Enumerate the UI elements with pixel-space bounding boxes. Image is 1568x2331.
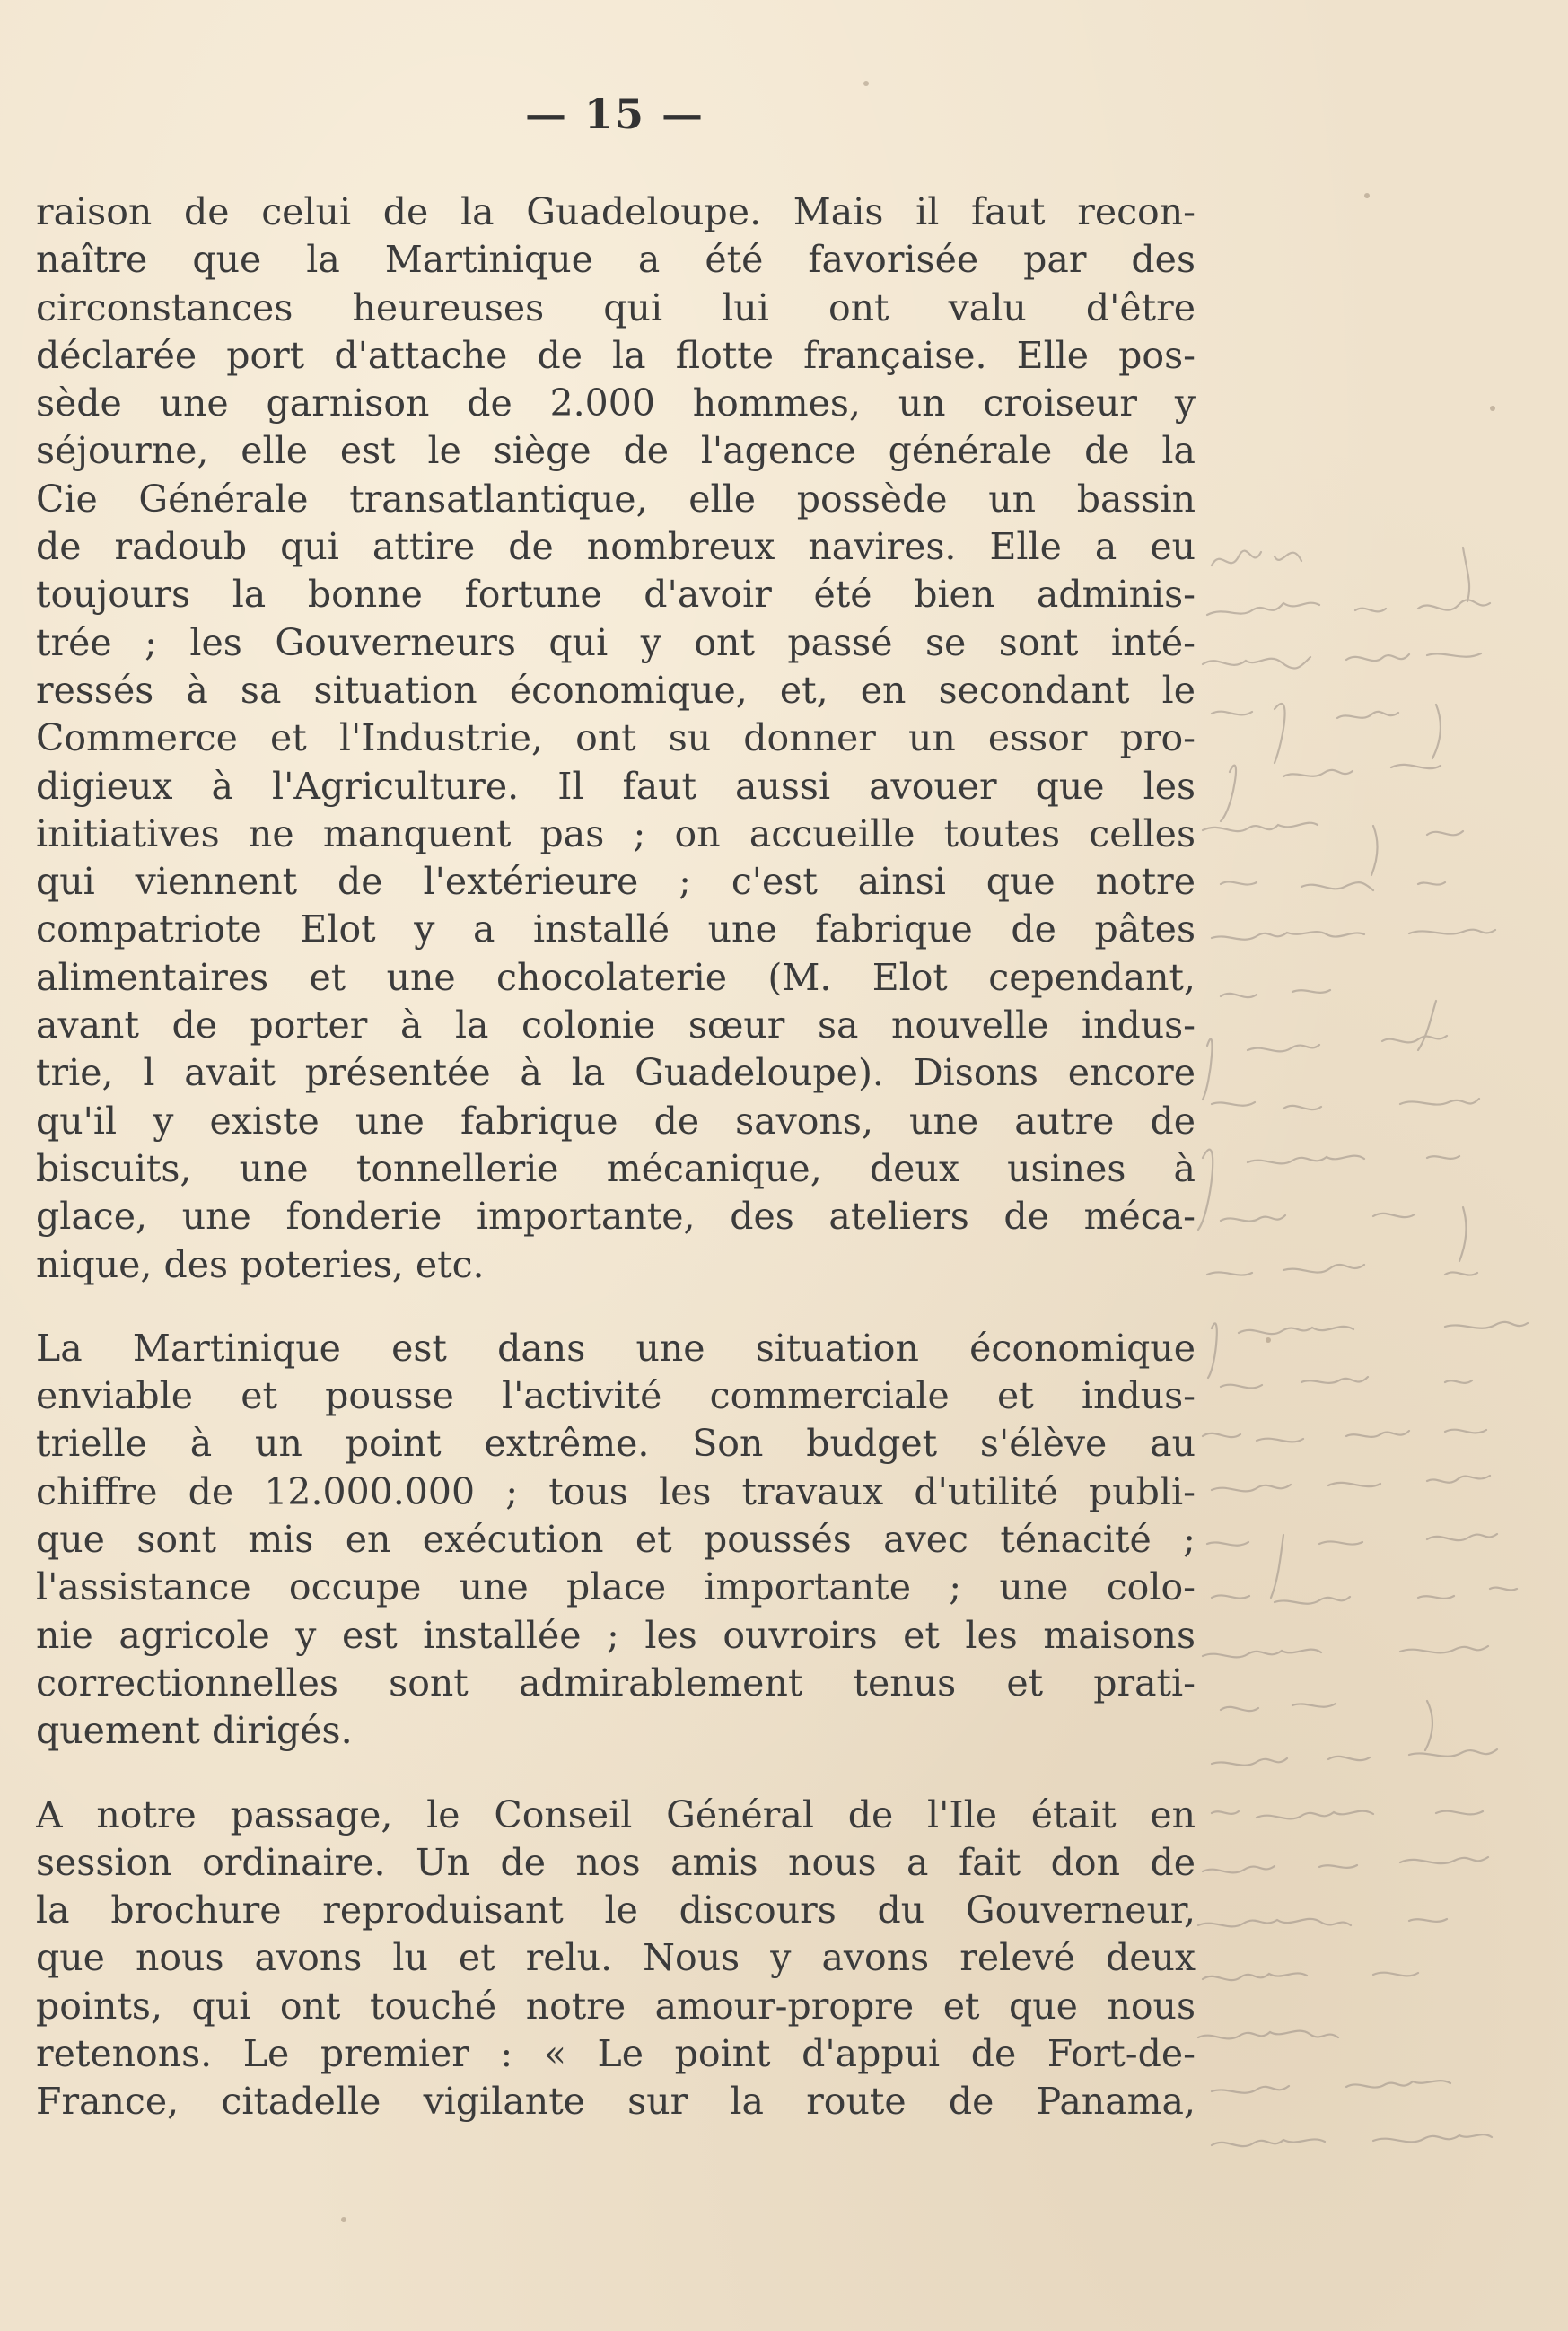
text-line: points, qui ont touché notre amour-propre et que nous [36, 1984, 1196, 2028]
text-line: ressés à sa situation économique, et, en secondant le [36, 668, 1196, 712]
text-line: alimentaires et une chocolaterie (M. Elot cependant, [36, 955, 1196, 999]
text-line: initiatives ne manquent pas ; on accueille toutes celles [36, 811, 1196, 855]
body-text [36, 188, 1196, 2162]
text-line: que sont mis en exécution et poussés avec ténacité ; [36, 1518, 1196, 1562]
text-line: glace, une fonderie importante, des ateliers de méca- [36, 1195, 1196, 1239]
text-line: digieux à l'Agriculture. Il faut aussi avouer que les [36, 764, 1196, 808]
text-line: séjourne, elle est le siège de l'agence générale de la [36, 429, 1196, 473]
text-line: toujours la bonne fortune d'avoir été bien adminis- [36, 573, 1196, 617]
text-line: retenons. Le premier : « Le point d'appui de Fort-de- [36, 2031, 1196, 2075]
text-line: qui viennent de l'extérieure ; c'est ainsi que notre [36, 860, 1196, 904]
paper-speck [1490, 406, 1495, 411]
text-line: Commerce et l'Industrie, ont su donner un essor pro- [36, 716, 1196, 760]
text-line: session ordinaire. Un de nos amis nous a fait don de [36, 1840, 1196, 1884]
paragraph-2 [36, 1325, 1196, 1756]
text-line: qu'il y existe une fabrique de savons, une autre de [36, 1099, 1196, 1143]
text-line: correctionnelles sont admirablement tenus et prati- [36, 1661, 1196, 1704]
paper-speck [1266, 1337, 1271, 1343]
text-line: quement dirigés. [36, 1709, 353, 1753]
text-line: sède une garnison de 2.000 hommes, un croiseur y [36, 381, 1196, 425]
text-line: France, citadelle vigilante sur la route de Panama, [36, 2080, 1196, 2124]
text-line: biscuits, une tonnellerie mécanique, deux usines à [36, 1146, 1196, 1190]
paragraph-1 [36, 188, 1196, 1289]
text-line: enviable et pousse l'activité commerciale et indus- [36, 1374, 1196, 1418]
text-line: nie agricole y est installée ; les ouvroirs et les maisons [36, 1613, 1196, 1657]
text-line: trée ; les Gouverneurs qui y ont passé se sont inté- [36, 620, 1196, 664]
text-line: l'assistance occupe une place importante ; une colo- [36, 1565, 1196, 1609]
text-line: avant de porter à la colonie sœur sa nouvelle indus- [36, 1003, 1196, 1047]
text-line: de radoub qui attire de nombreux navires. Elle a eu [36, 525, 1196, 569]
text-line: raison de celui de la Guadeloupe. Mais il faut recon- [36, 190, 1196, 233]
text-line: déclarée port d'attache de la flotte française. Elle pos- [36, 333, 1196, 377]
text-line: Cie Générale transatlantique, elle possède un bassin [36, 477, 1196, 521]
paper-speck [341, 2217, 346, 2222]
text-line: circonstances heureuses qui lui ont valu d'être [36, 285, 1196, 329]
text-line: la brochure reproduisant le discours du Gouverneur, [36, 1888, 1196, 1932]
paper-speck [1364, 193, 1370, 198]
text-line: nique, des poteries, etc. [36, 1242, 485, 1286]
text-line: que nous avons lu et relu. Nous y avons relevé deux [36, 1936, 1196, 1980]
text-line: naître que la Martinique a été favorisée par des [36, 238, 1196, 282]
paper-speck [863, 81, 869, 86]
text-line: trielle à un point extrême. Son budget s'élève au [36, 1422, 1196, 1466]
page-number: — 15 — [524, 90, 705, 138]
text-line: A notre passage, le Conseil Général de l'Ile était en [36, 1792, 1196, 1836]
text-line: compatriote Elot y a installé une fabrique de pâtes [36, 907, 1196, 951]
pencil-scribbles [1194, 530, 1562, 2325]
text-line: chiffre de 12.000.000 ; tous les travaux d'utilité publi- [36, 1469, 1196, 1513]
paragraph-3 [36, 1792, 1196, 2126]
handwritten-margin-notes [1194, 530, 1562, 2325]
text-line: La Martinique est dans une situation économique [36, 1326, 1196, 1370]
text-line: trie, l avait présentée à la Guadeloupe). Disons encore [36, 1051, 1196, 1095]
